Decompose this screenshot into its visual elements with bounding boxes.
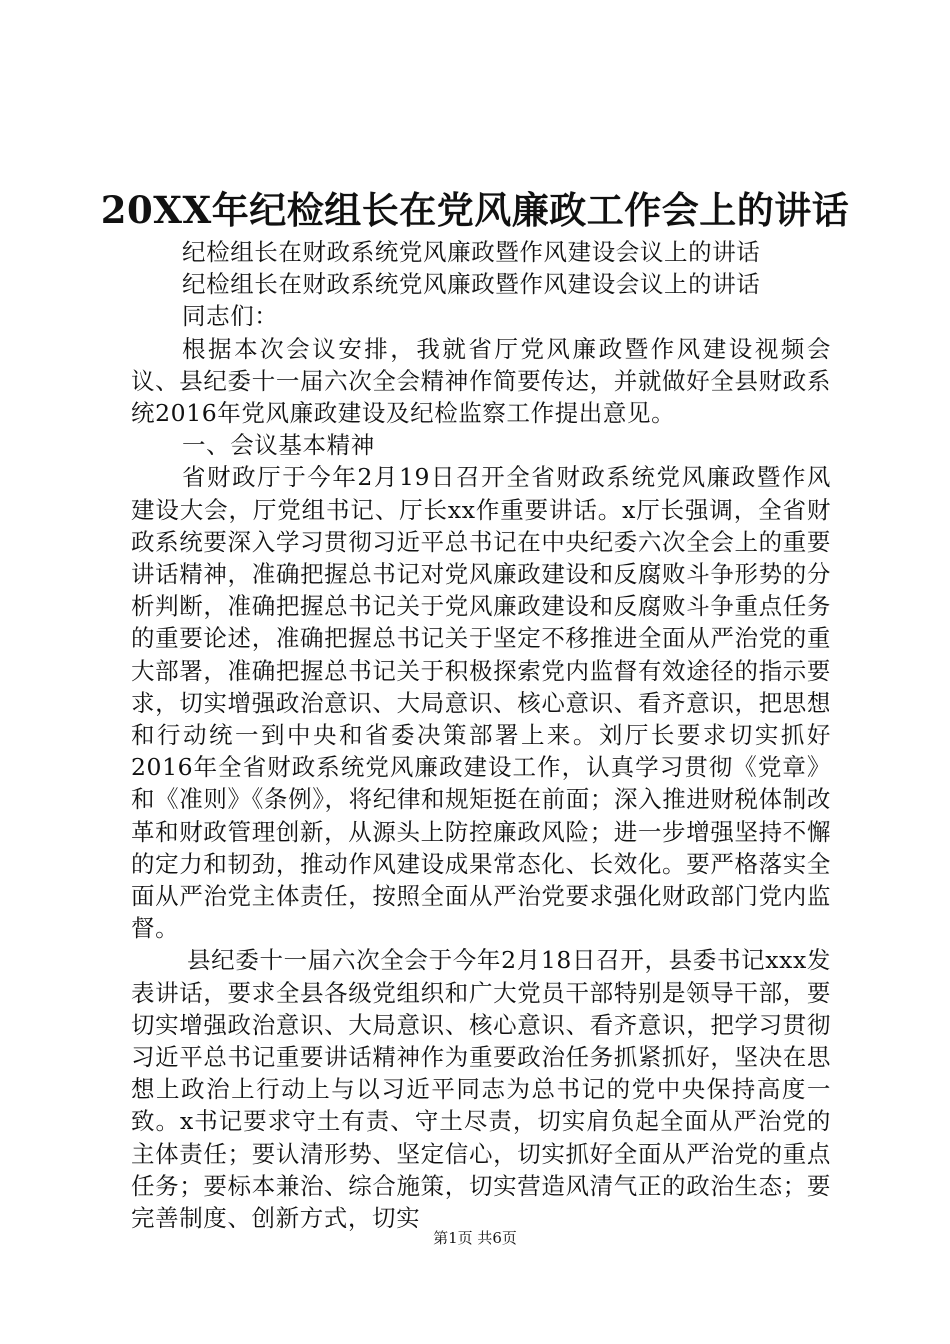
page-number-footer: 第1页 共6页: [433, 1229, 517, 1247]
document-body: [131, 236, 831, 1234]
body-paragraph-intro: 根据本次会议安排，我就省厅党风廉政暨作风建设视频会议、县纪委十一届六次全会精神作简要传达，并就做好全县财政系统2016年党风廉政建设及纪检监察工作提出意见。: [131, 334, 831, 428]
body-paragraph-subtitle-2: 纪检组长在财政系统党风廉政暨作风建设会议上的讲话: [182, 270, 761, 299]
body-paragraph-subtitle-1: 纪检组长在财政系统党风廉政暨作风建设会议上的讲话: [182, 238, 761, 266]
body-paragraph-salutation: 同志们：: [182, 302, 279, 331]
body-paragraph-provincial-meeting: 省财政厅于今年2月19日召开全省财政系统党风廉政暨作风建设大会，厅党组书记、厅长xx作重要讲话。x厅长强调，全省财政系统要深入学习贯彻习近平总书记在中央纪委六次全会上的重要讲话精神，准确把握总书记对党风廉政建设和反腐败斗争形势的分析判断，准确把握总书记关于党风廉政建设和反腐败斗争重点任务的重要论述，准确把握总书记关于坚定不移推进全面从严治党的重大部署，准确把握总书记关于积极探索党内监督有效途径的指示要求，切实增强政治意识、大局意识、核心意识、看齐意识，把思想和行动统一到中央和省委决策部署上来。刘厅长要求切实抓好2016年全省财政系统党风廉政建设工作，认真学习贯彻《党章》和《准则》《条例》，将纪律和规矩挺在前面；深入推进财税体制改革和财政管理创新，从源头上防控廉政风险；进一步增强坚持不懈的定力和韧劲，推动作风建设成果常态化、长效化。要严格落实全面从严治党主体责任，按照全面从严治党要求强化财政部门党内监督。: [131, 463, 831, 943]
body-paragraph-county-meeting: 县纪委十一届六次全会于今年2月18日召开，县委书记xxx发表讲话，要求全县各级党组织和广大党员干部特别是领导干部，要切实增强政治意识、大局意识、核心意识、看齐意识，把学习贯彻习近平总书记重要讲话精神作为重要政治任务抓紧抓好，坚决在思想上政治上行动上与以习近平同志为总书记的党中央保持高度一致。x书记要求守土有责、守土尽责，切实肩负起全面从严治党的主体责任；要认清形势、坚定信心，切实抓好全面从严治党的重点任务；要标本兼治、综合施策，切实营造风清气正的政治生态；要完善制度、创新方式，切实: [131, 946, 831, 1233]
document-title: 20XX年纪检组长在党风廉政工作会上的讲话: [100, 188, 850, 232]
section-heading-1: 一、会议基本精神: [182, 431, 375, 460]
